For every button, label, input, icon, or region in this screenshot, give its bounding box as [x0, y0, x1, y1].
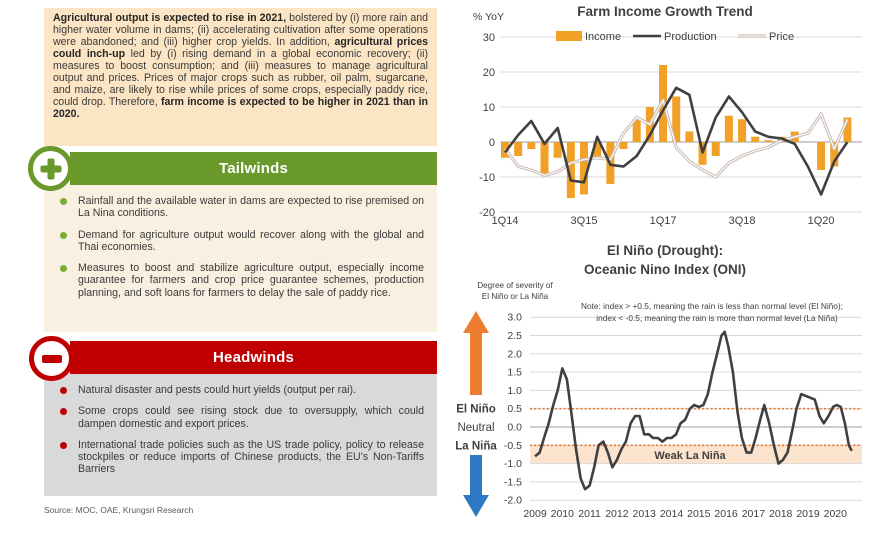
svg-text:2018: 2018 [769, 508, 793, 520]
tailwinds-title: Tailwinds [218, 160, 289, 177]
svg-text:Production: Production [664, 31, 717, 43]
intro-paragraph: Agricultural output is expected to rise in 2021, bolstered by (i) more rain and higher water volume in dams; (ii) accelerating cultivation after some operations were abandoned; and (iii) higher crop yields. In addition, agricultural prices could inch-up led by (i) rising demand in a global economic recovery; (ii) measures to boost consumption; and (iii) measures to manage agricultural output and prices. Prices of major crops such as rubber, oil palm, sugarcane, and maize, are likely to rise while prices of some crops, especially paddy rice, could drop. Therefore, farm income is expected to be higher in 2021 than in 2020. [44, 8, 437, 146]
svg-text:0.0: 0.0 [507, 421, 522, 434]
svg-text:Farm Income Growth Trend: Farm Income Growth Trend [577, 4, 753, 19]
bullet-icon [60, 232, 67, 239]
tailwinds-panel [44, 185, 437, 332]
bullet-icon [60, 198, 67, 205]
svg-text:2013: 2013 [632, 508, 656, 520]
headwinds-list [48, 384, 429, 476]
bullet-icon [60, 265, 67, 272]
svg-text:Weak La Niña: Weak La Niña [654, 450, 726, 462]
el-nino-up-arrow-icon [463, 311, 489, 395]
svg-text:2020: 2020 [823, 508, 847, 520]
svg-text:1Q14: 1Q14 [491, 215, 519, 227]
tailwinds-list [48, 195, 429, 299]
svg-text:% YoY: % YoY [473, 11, 504, 23]
headwinds-header [70, 341, 437, 374]
svg-text:-1.5: -1.5 [503, 476, 522, 489]
svg-text:Neutral: Neutral [457, 422, 495, 434]
svg-text:-20: -20 [479, 207, 495, 219]
source-note: Source: MOC, OAE, Krungsri Research [44, 505, 194, 515]
tailwinds-header [70, 152, 437, 185]
svg-text:10: 10 [482, 102, 495, 114]
svg-text:2012: 2012 [605, 508, 629, 520]
la-nina-down-arrow-icon [463, 455, 489, 517]
list-item: Measures to boost and stabilize agriculture output, especially income guarantee for farmers and crop price guarantee schemes, production planning, and soft loans for farmers to delay the sale of paddy rice. [48, 262, 429, 299]
svg-text:1Q20: 1Q20 [807, 215, 835, 227]
svg-text:2014: 2014 [659, 508, 684, 520]
svg-text:3Q18: 3Q18 [728, 215, 756, 227]
svg-text:Note: index > +0.5, meaning th: Note: index > +0.5, meaning the rain is less than normal level (El Niño); [581, 301, 843, 311]
svg-text:20: 20 [482, 67, 495, 79]
svg-text:El Niño: El Niño [456, 403, 496, 416]
svg-text:3Q15: 3Q15 [570, 215, 598, 227]
svg-text:2016: 2016 [714, 508, 738, 520]
svg-text:-2.0: -2.0 [503, 494, 522, 507]
svg-text:2015: 2015 [687, 508, 711, 520]
minus-icon [29, 336, 74, 381]
svg-text:El Niño or La Niña: El Niño or La Niña [481, 292, 549, 301]
svg-text:0.5: 0.5 [507, 403, 522, 416]
svg-text:3.0: 3.0 [507, 311, 522, 324]
svg-text:2.0: 2.0 [507, 348, 522, 361]
svg-text:Oceanic Nino Index (ONI): Oceanic Nino Index (ONI) [583, 262, 747, 277]
list-item: Rainfall and the available water in dams are expected to rise premised on La Nina conditions. [48, 195, 429, 220]
list-item: Natural disaster and pests could hurt yields (output per rai). [48, 384, 429, 396]
bullet-icon [60, 387, 67, 394]
svg-text:1Q17: 1Q17 [649, 215, 677, 227]
svg-text:index < -0.5, meaning the rain: index < -0.5, meaning the rain is more than normal level (La Niña) [596, 313, 838, 323]
list-item: Some crops could see rising stock due to oversupply, which could dampen domestic and export prices. [48, 405, 429, 430]
svg-text:Price: Price [769, 31, 795, 43]
oni-chart [450, 240, 870, 542]
list-item: Demand for agriculture output would recover along with the global and Thai economies. [48, 229, 429, 254]
svg-text:0: 0 [488, 137, 495, 149]
svg-text:2019: 2019 [796, 508, 820, 520]
svg-text:2009: 2009 [523, 508, 547, 520]
svg-text:1.5: 1.5 [507, 366, 522, 379]
svg-text:-0.5: -0.5 [503, 439, 522, 452]
svg-text:30: 30 [482, 32, 495, 44]
plus-icon [28, 146, 73, 191]
svg-text:-1.0: -1.0 [503, 458, 522, 471]
svg-text:El Niño (Drought):: El Niño (Drought): [606, 243, 724, 258]
svg-text:Income: Income [585, 31, 622, 43]
headwinds-title: Headwinds [213, 349, 294, 366]
svg-text:-10: -10 [479, 172, 495, 184]
svg-text:2010: 2010 [550, 508, 574, 520]
bullet-icon [60, 442, 67, 449]
bullet-icon [60, 408, 67, 415]
svg-text:2.5: 2.5 [507, 330, 522, 342]
svg-text:Degree of severity of: Degree of severity of [477, 281, 553, 290]
svg-text:1.0: 1.0 [507, 384, 522, 397]
svg-text:2011: 2011 [578, 508, 601, 520]
headwinds-panel [44, 374, 437, 496]
farm-income-chart [450, 0, 870, 236]
svg-text:La Niña: La Niña [455, 440, 497, 453]
svg-text:2017: 2017 [741, 508, 766, 520]
list-item: International trade policies such as the US trade policy, policy to release stockpiles or reduce imports of Chinese products, the EU’s Non-Tariffs Barriers [48, 439, 429, 476]
